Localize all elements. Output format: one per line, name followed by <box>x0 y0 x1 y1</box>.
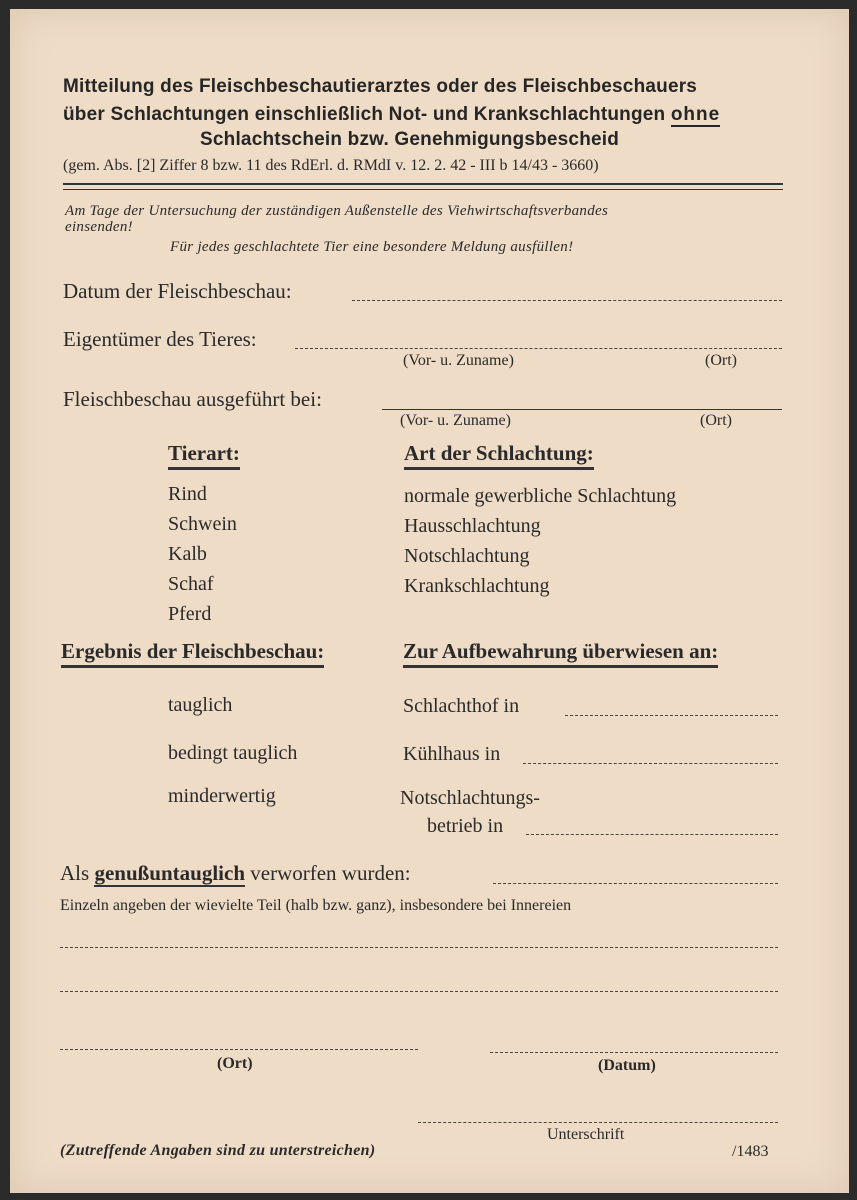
verworfen-entry-line-2[interactable] <box>60 991 778 992</box>
eigentuemer-sub-ort: (Ort) <box>705 352 737 369</box>
eigentuemer-line[interactable] <box>295 348 782 349</box>
unterschrift-label: Unterschrift <box>547 1126 625 1143</box>
ergebnis-item-minderwertig[interactable]: minderwertig <box>168 785 276 807</box>
datum-label: Datum der Fleischbeschau: <box>63 279 292 303</box>
schlachthof-line[interactable] <box>565 715 778 716</box>
title-line-1: Mitteilung des Fleischbeschautierarztes oder des Fleischbeschauers <box>63 76 698 97</box>
ausgefuehrt-sub-name: (Vor- u. Zuname) <box>400 412 511 429</box>
datum-sign-line[interactable] <box>490 1052 778 1053</box>
aufbewahrung-heading: Zur Aufbewahrung überwiesen an: <box>403 639 718 664</box>
schlachtung-item-normal[interactable]: normale gewerbliche Schlachtung <box>404 485 677 507</box>
instruction-line-3: Für jedes geschlachtete Tier eine besondere Meldung ausfüllen! <box>170 239 574 255</box>
header-rule-top <box>63 183 783 185</box>
tierart-item-rind[interactable]: Rind <box>168 483 207 505</box>
ausgefuehrt-label: Fleischbeschau ausgeführt bei: <box>63 387 322 411</box>
ergebnis-item-tauglich[interactable]: tauglich <box>168 694 233 716</box>
eigentuemer-label: Eigentümer des Tieres: <box>63 327 257 351</box>
header-rule-bottom <box>63 189 783 190</box>
title-line-3: Schlachtschein bzw. Genehmigungsbescheid <box>200 129 620 150</box>
ort-label: (Ort) <box>217 1055 253 1072</box>
ausgefuehrt-line[interactable] <box>382 409 782 410</box>
verworfen-entry-line-1[interactable] <box>60 947 778 948</box>
notschlachtung-label-2: betrieb in <box>427 815 504 837</box>
verworfen-note: Einzeln angeben der wievielte Teil (halb bzw. ganz), insbesondere bei Innereien <box>60 897 572 914</box>
schlachtung-item-not[interactable]: Notschlachtung <box>404 545 530 567</box>
tierart-item-pferd[interactable]: Pferd <box>168 603 212 625</box>
schlachthof-label: Schlachthof in <box>403 695 520 717</box>
reference-line: (gem. Abs. [2] Ziffer 8 bzw. 11 des RdErl. d. RMdI v. 12. 2. 42 - III b 14/43 - 3660) <box>63 157 599 174</box>
title-line-2 <box>63 104 720 126</box>
title-line-2-main: über Schlachtungen einschließlich Not- und Krankschlachtungen <box>63 104 666 125</box>
kuehlhaus-line[interactable] <box>523 763 778 764</box>
form-card <box>10 9 849 1193</box>
ausgefuehrt-sub-ort: (Ort) <box>700 412 732 429</box>
form-number: /1483 <box>732 1143 769 1160</box>
notschlachtung-label-1: Notschlachtungs- <box>400 787 540 809</box>
datum-sign-label: (Datum) <box>598 1057 656 1074</box>
instruction-line-2: einsenden! <box>65 219 133 235</box>
unterschrift-line[interactable] <box>418 1122 778 1123</box>
schlachtung-item-haus[interactable]: Hausschlachtung <box>404 515 541 537</box>
instruction-line-1: Am Tage der Untersuchung der zuständigen Außenstelle des Viehwirtschaftsverbandes <box>65 203 609 219</box>
tierart-item-schaf[interactable]: Schaf <box>168 573 214 595</box>
ergebnis-item-bedingt[interactable]: bedingt tauglich <box>168 742 298 764</box>
schlachtung-heading: Art der Schlachtung: <box>404 441 594 466</box>
kuehlhaus-label: Kühlhaus in <box>403 743 501 765</box>
eigentuemer-sub-name: (Vor- u. Zuname) <box>403 352 514 369</box>
tierart-heading: Tierart: <box>168 441 240 466</box>
tierart-item-schwein[interactable]: Schwein <box>168 513 237 535</box>
notschlachtung-line[interactable] <box>526 834 778 835</box>
verworfen-line[interactable] <box>493 883 778 884</box>
schlachtung-item-krank[interactable]: Krankschlachtung <box>404 575 550 597</box>
footer-note: (Zutreffende Angaben sind zu unterstreichen) <box>60 1142 376 1159</box>
ort-line[interactable] <box>60 1049 418 1050</box>
verworfen-label: Als genußuntauglich verworfen wurden: <box>60 861 411 885</box>
title-ohne-word: ohne <box>670 104 721 125</box>
datum-line[interactable] <box>352 300 782 301</box>
genussuntauglich-word: genußuntauglich <box>94 861 245 885</box>
ergebnis-heading: Ergebnis der Fleischbeschau: <box>61 639 324 664</box>
tierart-item-kalb[interactable]: Kalb <box>168 543 207 565</box>
